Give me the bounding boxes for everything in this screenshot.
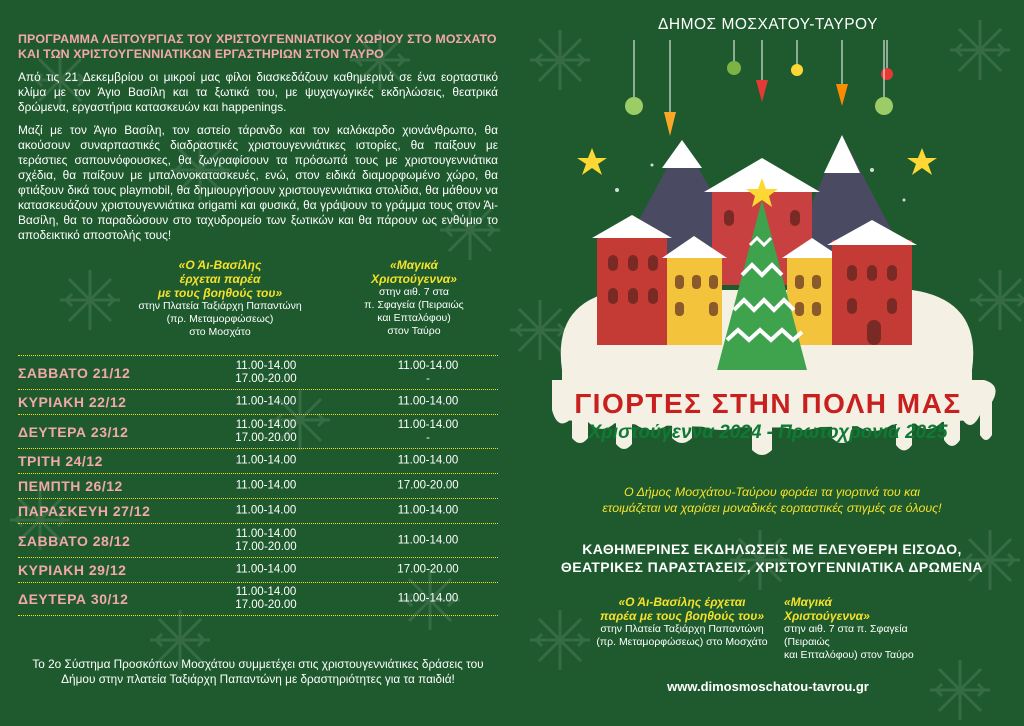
schedule-day: ΣΑΒΒΑΤΟ 28/12 bbox=[18, 532, 131, 549]
schedule-row bbox=[18, 557, 498, 582]
intro-text bbox=[552, 484, 992, 516]
schedule-santa-times: 11.00-14.00 17.00-20.00 bbox=[235, 527, 297, 553]
star-icon bbox=[577, 148, 607, 175]
schedule-magic-times: 17.00-20.00 bbox=[397, 479, 459, 492]
col-santa-header bbox=[120, 258, 320, 339]
schedule-table bbox=[18, 355, 498, 616]
magic-event-location-line: και Επταλόφου) στον Ταύρο bbox=[784, 649, 914, 661]
santa-event-info bbox=[582, 595, 782, 649]
schedule-magic-times: 11.00-14.00 bbox=[397, 592, 459, 605]
col-santa-location-line: στο Μοσχάτο bbox=[189, 326, 251, 338]
col-santa-title-line: με τους βοηθούς του» bbox=[157, 286, 283, 300]
hanging-ornaments bbox=[625, 40, 893, 136]
left-panel bbox=[18, 32, 498, 243]
col-santa-title-line: έρχεται παρέα bbox=[179, 272, 261, 286]
santa-event-location-line: (πρ. Μεταμορφώσεως) στο Μοσχάτο bbox=[596, 636, 768, 648]
schedule-row bbox=[18, 448, 498, 473]
star-icon bbox=[907, 148, 937, 175]
schedule-santa-times: 11.00-14.00 17.00-20.00 bbox=[235, 418, 297, 444]
col-magic-title-line: «Μαγικά bbox=[390, 258, 438, 272]
schedule-magic-times: 11.00-14.00 bbox=[397, 504, 459, 517]
col-santa-location-line: (πρ. Μεταμορφώσεως) bbox=[166, 313, 274, 325]
daily-events-banner bbox=[532, 540, 1012, 576]
col-magic-location-line: στον Ταύρο bbox=[387, 325, 441, 337]
program-heading: ΠΡΟΓΡΑΜΜΑ ΛΕΙΤΟΥΡΓΙΑΣ ΤΟΥ ΧΡΙΣΤΟΥΓΕΝΝΙΑΤΙΚΟΥ ΧΩΡΙΟΥ ΣΤΟ ΜΟΣΧΑΤΟ ΚΑΙ ΤΩΝ ΧΡΙΣΤΟΥΓΕΝΝΙΑΤΙΚΩΝ ΕΡΓΑΣΤΗΡΙΩΝ ΣΤΟΝ ΤΑΥΡΟ bbox=[18, 32, 497, 61]
schedule-santa-times: 11.00-14.00 bbox=[235, 563, 297, 576]
schedule-day: ΚΥΡΙΑΚΗ 29/12 bbox=[18, 562, 127, 578]
santa-event-title-line: «Ο Άι-Βασίλης έρχεται bbox=[618, 595, 746, 609]
schedule-magic-times: 11.00-14.00 bbox=[397, 454, 459, 467]
daily-events-line: ΘΕΑΤΡΙΚΕΣ ΠΑΡΑΣΤΑΣΕΙΣ, ΧΡΙΣΤΟΥΓΕΝΝΙΑΤΙΚΑ ΔΡΩΜΕΝΑ bbox=[560, 559, 984, 575]
schedule-row bbox=[18, 473, 498, 498]
col-magic-location-line: π. Σφαγεία (Πειραιώς bbox=[364, 299, 464, 311]
magic-event-info bbox=[784, 595, 944, 662]
magic-event-location-line: στην αιθ. 7 στα π. Σφαγεία (Πειραιώς bbox=[784, 623, 908, 648]
magic-event-title-line: Χριστούγεννα» bbox=[784, 609, 870, 623]
schedule-day: ΔΕΥΤΕΡΑ 30/12 bbox=[18, 591, 129, 607]
schedule-day: ΔΕΥΤΕΡΑ 23/12 bbox=[18, 423, 129, 440]
schedule-santa-times: 11.00-14.00 bbox=[235, 504, 297, 517]
schedule-santa-times: 11.00-14.00 17.00-20.00 bbox=[235, 359, 297, 385]
schedule-santa-times: 11.00-14.00 bbox=[235, 479, 297, 492]
intro-line: Ο Δήμος Μοσχάτου-Ταύρου φοράει τα γιορτινά του και bbox=[623, 485, 921, 499]
schedule-santa-times: 11.00-14.00 bbox=[235, 395, 297, 408]
schedule-magic-times: 17.00-20.00 bbox=[397, 563, 459, 576]
right-panel bbox=[512, 0, 1024, 726]
santa-event-title-line: παρέα με τους βοηθούς του» bbox=[599, 609, 765, 623]
schedule-day: ΤΡΙΤΗ 24/12 bbox=[18, 453, 103, 469]
col-magic-title-line: Χριστούγεννα» bbox=[371, 272, 457, 286]
schedule-santa-times: 11.00-14.00 17.00-20.00 bbox=[235, 586, 297, 611]
daily-events-line: ΚΑΘΗΜΕΡΙΝΕΣ ΕΚΔΗΛΩΣΕΙΣ ΜΕ ΕΛΕΥΘΕΡΗ ΕΙΣΟΔΟ, bbox=[582, 541, 962, 557]
schedule-day: ΚΥΡΙΑΚΗ 22/12 bbox=[18, 394, 127, 410]
schedule-row bbox=[18, 498, 498, 523]
col-santa-location-line: στην Πλατεία Ταξιάρχη Παπαντώνη bbox=[138, 300, 302, 312]
schedule-row bbox=[18, 523, 498, 557]
municipality-name: ΔΗΜΟΣ ΜΟΣΧΑΤΟΥ-ΤΑΥΡΟΥ bbox=[658, 16, 878, 33]
schedule-column-headers bbox=[120, 258, 500, 350]
schedule-row bbox=[18, 414, 498, 448]
col-magic-header bbox=[342, 258, 486, 338]
website-url: www.dimosmoschatou-tavrou.gr bbox=[667, 679, 869, 694]
col-magic-location-line: στην αιθ. 7 στα bbox=[378, 286, 450, 298]
schedule-magic-times: 11.00-14.00 - bbox=[397, 418, 459, 444]
schedule-row bbox=[18, 355, 498, 389]
intro-paragraph: Από τις 21 Δεκεμβρίου οι μικροί μας φίλοι διασκεδάζουν καθημερινά σε ένα εορταστικό κλίμα με τον Άγιο Βασίλη και τα ξωτικά του, με ψυχαγωγικές εκδηλώσεις, θεατρικά δρώμενα, εργαστήρια κατασκευών και happenings. bbox=[18, 70, 498, 114]
schedule-row bbox=[18, 582, 498, 616]
festival-subtitle: Χριστούγεννα 2024 - Πρωτοχρονιά 2025 bbox=[588, 422, 948, 443]
schedule-day: ΠΑΡΑΣΚΕΥΗ 27/12 bbox=[18, 503, 151, 519]
schedule-day: ΣΑΒΒΑΤΟ 21/12 bbox=[18, 364, 131, 381]
intro-line: ετοιμάζεται να χαρίσει μοναδικές εορταστικές στιγμές σε όλους! bbox=[602, 501, 942, 515]
col-magic-location-line: και Επταλόφου) bbox=[377, 312, 451, 324]
schedule-magic-times: 11.00-14.00 - bbox=[397, 359, 459, 385]
schedule-magic-times: 11.00-14.00 bbox=[397, 534, 459, 546]
schedule-row bbox=[18, 389, 498, 414]
festival-title: ΓΙΟΡΤΕΣ ΣΤΗΝ ΠΟΛΗ ΜΑΣ bbox=[574, 388, 962, 419]
magic-event-title-line: «Μαγικά bbox=[784, 595, 832, 609]
scouts-footnote: Το 2ο Σύστημα Προσκόπων Μοσχάτου συμμετέχει στις χριστουγεννιάτικες δράσεις του Δήμου στην πλατεία Ταξιάρχη Παπαντώνη με δραστηριότητες για τα παιδιά! bbox=[32, 657, 484, 686]
santa-event-location-line: στην Πλατεία Ταξιάρχη Παπαντώνη bbox=[600, 623, 764, 635]
col-santa-title-line: «Ο Άι-Βασίλης bbox=[178, 258, 262, 272]
schedule-day: ΠΕΜΠΤΗ 26/12 bbox=[18, 478, 123, 494]
activities-paragraph: Μαζί με τον Άγιο Βασίλη, τον αστείο τάρανδο και τον καλόκαρδο χιονάνθρωπο, θα ακούσουν συναρπαστικές διαδραστικές χριστουγεννιάτικες ιστορίες, θα παίξουν με τεράστιες σαπουνόφουσκες, θα ζωγραφίσουν τα πρόσωπά τους με χριστουγεννιάτικα σχέδια, θα παίξουν με μπαλονοκατασκευές, ενώ, στον ειδικά διαμορφωμένο χώρο, θα φτιάξουν δικά τους playmobil, θα δημιουργήσουν χριστουγεννιάτικα στολίδια, θα μάθουν να κατασκευάζουν χριστουγεννιάτικα origami και φυσικά, θα γράψουν το γράμμα τους στον Άι-Βασίλη, θα το παραδώσουν στο ταχυδρομείο των ξωτικών και θα πάρουν ως ενθύμιο το αποδεικτικό αποστολής τους! bbox=[18, 123, 498, 242]
schedule-santa-times: 11.00-14.00 bbox=[235, 454, 297, 467]
schedule-magic-times: 11.00-14.00 bbox=[397, 395, 459, 408]
